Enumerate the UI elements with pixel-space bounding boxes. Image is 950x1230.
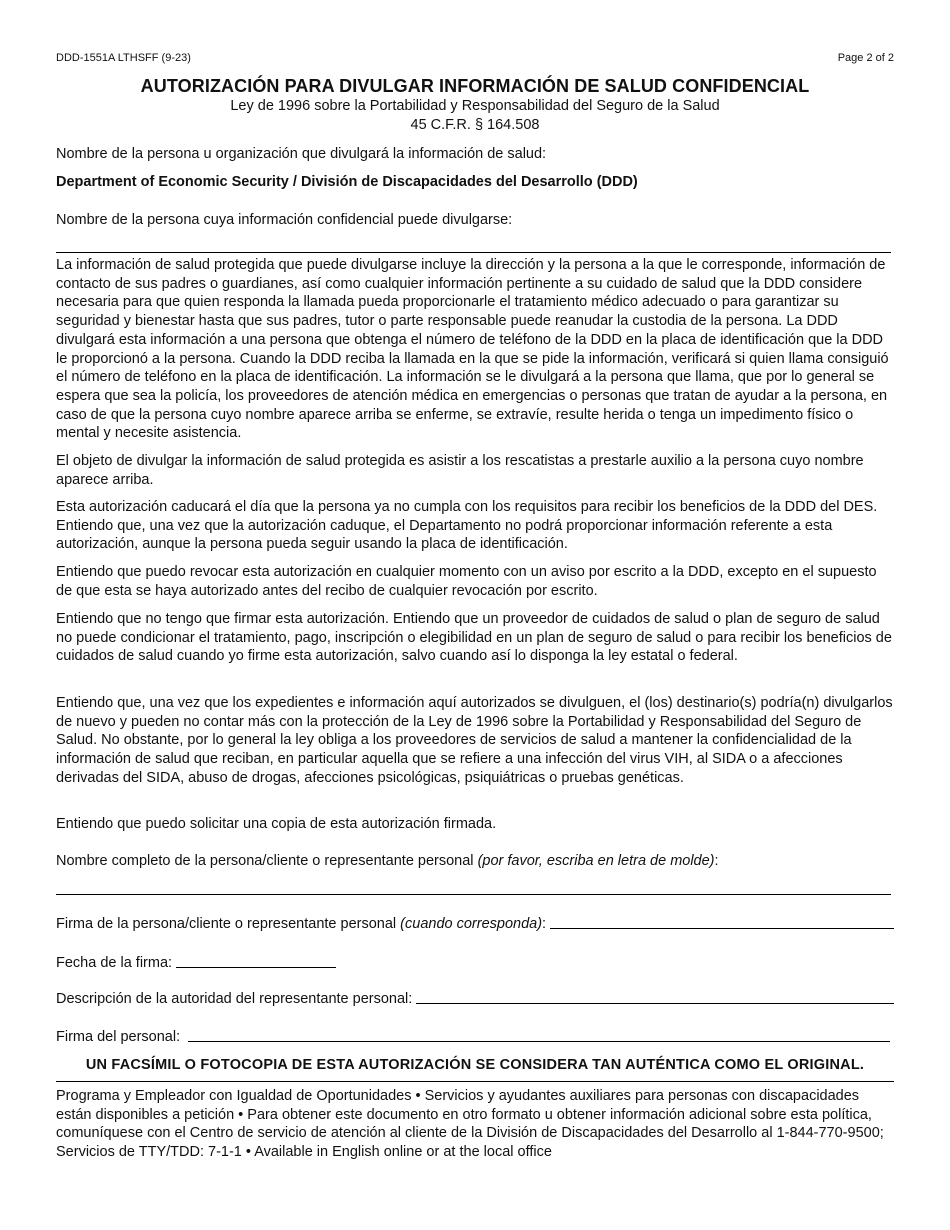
paragraph-expiration: Esta autorización caducará el día que la persona ya no cumpla con los requisitos para recibir los beneficios de la DDD del DES. Entiendo que, una vez que la autorización caduque, el Departamento no podrá proporcionar información referente a esta autorización, aunque la persona pueda seguir usando la placa de identificación. xyxy=(56,499,878,553)
staff-signature-row xyxy=(56,1029,890,1045)
signature-field[interactable] xyxy=(550,928,894,929)
paragraph-copy: Entiendo que puedo solicitar una copia de esta autorización firmada. xyxy=(56,816,497,832)
page-number: Page 2 of 2 xyxy=(837,52,894,64)
staff-signature-label: Firma del personal: xyxy=(56,1029,181,1045)
footer-text: Programa y Empleador con Igualdad de Oportunidades • Servicios y ayudantes auxiliares para personas con discapacidades están disponibles a petición • Para obtener este documento en otro formato u obtener información adicional sobre esta política, comuníquese con el Centro de servicio de atención al cliente de la División de Discapacidades del Desarrollo al 1-844-770-9500; Servicios de TTY/TDD: 7-1-1 • Available in English online or at the local office xyxy=(56,1088,884,1160)
discloser-label: Nombre de la persona u organización que divulgará la información de salud: xyxy=(56,146,547,162)
facsimile-notice: UN FACSÍMIL O FOTOCOPIA DE ESTA AUTORIZACIÓN SE CONSIDERA TAN AUTÉNTICA COMO EL ORIGINAL. xyxy=(85,1057,865,1073)
paragraph-scope: La información de salud protegida que puede divulgarse incluye la dirección y la persona a la que le corresponde, información de contacto de sus padres o guardianes, así como cualquier información pertinente a su cuidado de salud que la DDD considere necesaria para que quien responda la llamada pueda proporcionarle el tratamiento médico adecuado o para garantizar su seguridad y bienestar hasta que sus padres, tutor o parte responsable puede reanudar la custodia de la persona. La DDD divulgará esta información a una persona que obtenga el número de teléfono de la DDD en la placa de identificación que la DDD le proporcionó a la persona. Cuando la DDD reciba la llamada en la que se pide la información, verificará si quien llama consiguió el número de teléfono en la placa de identificación. La información se le divulgará a la persona que llama, que por lo general se espera que sea la policía, los proveedores de atención médica en emergencias o personas que tratan de ayudar a la persona, en caso de que la persona cuyo nombre aparece arriba se enferme, se extravíe, resulte herida o tenga un impedimento físico o mental y necesite asistencia. xyxy=(56,257,889,442)
subject-name-label: Nombre de la persona cuya información confidencial puede divulgarse: xyxy=(56,212,513,228)
authority-label: Descripción de la autoridad del representante personal: xyxy=(56,991,413,1007)
full-name-field[interactable] xyxy=(56,894,891,895)
staff-signature-field[interactable] xyxy=(188,1041,890,1042)
full-name-label: Nombre completo de la persona/cliente o representante personal (por favor, escriba en letra de molde): xyxy=(56,853,719,869)
discloser-value: Department of Economic Security / División de Discapacidades del Desarrollo (DDD) xyxy=(56,174,638,190)
date-row xyxy=(56,955,894,971)
date-field[interactable] xyxy=(176,967,336,968)
regulation-citation: 45 C.F.R. § 164.508 xyxy=(410,117,540,133)
law-subtitle: Ley de 1996 sobre la Portabilidad y Responsabilidad del Seguro de la Salud xyxy=(230,98,720,114)
page-title: AUTORIZACIÓN PARA DIVULGAR INFORMACIÓN DE SALUD CONFIDENCIAL xyxy=(140,76,810,96)
footer-divider xyxy=(56,1081,894,1082)
paragraph-no-obligation: Entiendo que no tengo que firmar esta autorización. Entiendo que un proveedor de cuidados de salud o plan de seguro de salud no puede condicionar el tratamiento, pago, inscripción o elegibilidad en un plan de seguro de salud o para recibir los beneficios de cuidados de salud cuando yo firme esta autorización, salvo cuando así lo disponga la ley estatal o federal. xyxy=(56,611,892,665)
authority-row xyxy=(56,991,894,1007)
signature-label: Firma de la persona/cliente o representante personal (cuando corresponda): xyxy=(56,916,547,932)
form-id: DDD-1551A LTHSFF (9-23) xyxy=(56,52,191,64)
authority-field[interactable] xyxy=(416,1003,894,1004)
date-label: Fecha de la firma: xyxy=(56,955,173,971)
paragraph-redisclosure: Entiendo que, una vez que los expedientes e información aquí autorizados se divulguen, el (los) destinario(s) podría(n) divulgarlos de nuevo y pueden no contar más con la protección de la Ley de 1996 sobre la Portabilidad y Responsabilidad del Seguro de Salud. No obstante, por lo general la ley obliga a los proveedores de servicios de salud a mantener la confidencialidad de la información de salud que reciban, en particular aquella que se refiere a una infección del virus VIH, al SIDA o a afecciones derivadas del SIDA, abuso de drogas, afecciones psicológicas, psiquiátricas o pruebas genéticas. xyxy=(56,695,893,786)
subject-name-field[interactable] xyxy=(56,252,891,253)
signature-row xyxy=(56,916,894,932)
paragraph-revocation: Entiendo que puedo revocar esta autorización en cualquier momento con un aviso por escrito a la DDD, excepto en el supuesto de que esta se haya autorizado antes del recibo de cualquier revocación por escrito. xyxy=(56,564,877,599)
paragraph-purpose: El objeto de divulgar la información de salud protegida es asistir a los rescatistas a prestarle auxilio a la persona cuyo nombre aparece arriba. xyxy=(56,453,864,488)
